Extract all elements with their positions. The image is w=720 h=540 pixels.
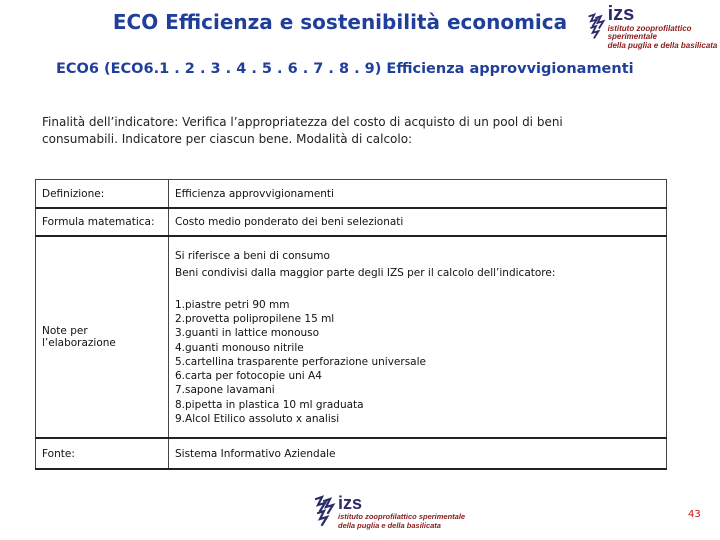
formula-label: Formula matematica: xyxy=(36,208,169,236)
note-items-list xyxy=(175,298,660,427)
list-item: 6.carta per fotocopie uni A4 xyxy=(175,370,322,383)
list-item: 4.guanti monouso nitrile xyxy=(175,341,304,354)
indicator-subtitle: ECO6 (ECO6.1 . 2 . 3 . 4 . 5 . 6 . 7 . 8 . 9) Efficienza approvvigionamenti xyxy=(56,61,634,77)
intro-paragraph: Finalità dell’indicatore: Verifica l’appropriatezza del costo di acquisto di un pool di beni consumabili. Indicatore per ciascun bene. Modalità di calcolo: xyxy=(42,115,563,146)
logo-name: izs xyxy=(338,493,363,513)
table-row-note xyxy=(36,236,667,438)
logo-line1: istituto zooprofilattico sperimentale xyxy=(607,24,692,41)
list-item: 9.Alcol Etilico assoluto x analisi xyxy=(175,413,340,426)
list-item: 8.pipetta in plastica 10 ml graduata xyxy=(175,398,364,411)
logo-name: izs xyxy=(607,3,635,25)
list-item: 3.guanti in lattice monouso xyxy=(175,327,320,340)
izs-logo-mark-icon xyxy=(586,10,608,44)
fonte-value: Sistema Informativo Aziendale xyxy=(169,438,667,469)
table-row-fonte xyxy=(36,438,667,469)
note-label: Note per l’elaborazione xyxy=(36,236,169,438)
note-content xyxy=(169,236,667,438)
fonte-label: Fonte: xyxy=(36,438,169,469)
definizione-label: Definizione: xyxy=(36,180,169,209)
logo-line2: della puglia e della basilicata xyxy=(338,520,441,530)
izs-logo xyxy=(586,4,720,50)
note-line: Si riferisce a beni di consumo xyxy=(175,249,330,262)
indicator-table xyxy=(35,179,667,470)
logo-line1: istituto zooprofilattico sperimentale xyxy=(338,512,466,521)
definizione-value: Efficienza approvvigionamenti xyxy=(169,180,667,209)
formula-value: Costo medio ponderato dei beni selezionati xyxy=(169,208,667,236)
note-line: Beni condivisi dalla maggior parte degli IZS per il calcolo dell’indicatore: xyxy=(175,266,556,279)
list-item: 2.provetta polipropilene 15 ml xyxy=(175,312,335,325)
list-item: 5.cartellina trasparente perforazione universale xyxy=(175,355,426,368)
table-row-definizione xyxy=(36,180,667,209)
izs-logo-footer xyxy=(312,494,465,529)
izs-logo-mark-icon xyxy=(312,495,338,529)
list-item: 1.piastre petri 90 mm xyxy=(175,298,290,311)
page-title: ECO Efficienza e sostenibilità economica xyxy=(112,10,568,34)
table-row-formula xyxy=(36,208,667,236)
list-item: 7.sapone lavamani xyxy=(175,384,275,397)
page-number: 43 xyxy=(688,509,701,520)
logo-line2: della puglia e della basilicata xyxy=(607,41,718,50)
